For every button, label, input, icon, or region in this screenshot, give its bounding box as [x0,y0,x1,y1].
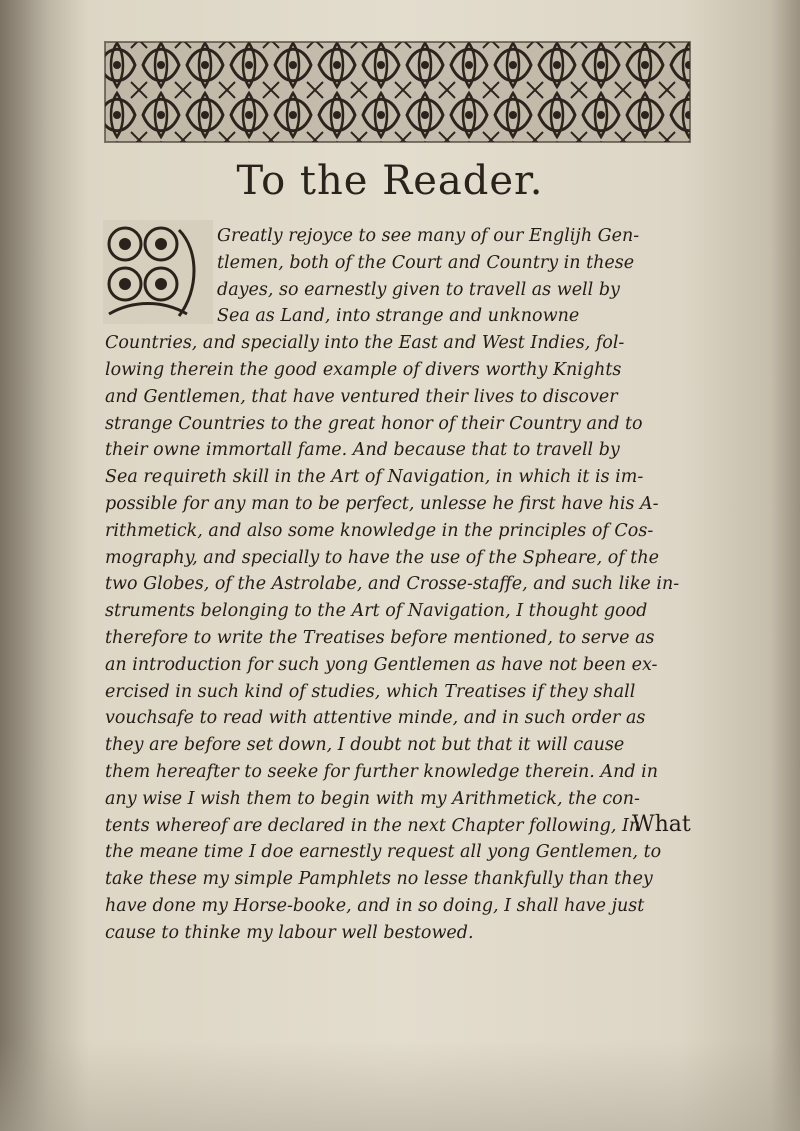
text-line: an introduction for such yong Gentlemen as have not been ex- [105,654,658,675]
page-bottom-shadow [0,1040,800,1131]
text-line: have done my Horse-booke, and in so doing, I shall have just [105,895,645,916]
text-line: the meane time I doe earnestly request all yong Gentlemen, to [105,842,662,863]
text-line: rithmetick, and also some knowledge in the principles of Cos- [105,520,654,541]
page-title: To the Reader. [236,158,544,204]
text-line: Countries, and specially into the East and West Indies, fol- [105,333,625,354]
text-line: possible for any man to be perfect, unlesse he first have his A- [105,493,659,514]
catchword: What [632,812,691,837]
text-line: their owne immortall fame. And because that to travell by [105,440,620,461]
ornamental-headpiece [95,40,700,150]
text-line: struments belonging to the Art of Navigation, I thought good [105,601,648,622]
text-line: two Globes, of the Astrolabe, and Crosse-staffe, and such like in- [105,574,680,595]
reader-address-text [105,223,705,947]
text-line: mography, and specially to have the use of the Spheare, of the [105,547,659,568]
text-line: dayes, so earnestly given to travell as well by [217,279,620,300]
text-line: them hereafter to seeke for further knowledge therein. And in [105,761,658,782]
text-line: ercised in such kind of studies, which Treatises if they shall [105,681,636,702]
binding-shadow [0,0,90,1131]
text-line: Sea as Land, into strange and unknowne [217,306,580,327]
text-line: Greatly rejoyce to see many of our Englijh Gen- [217,226,640,246]
text-line: lowing therein the good example of divers worthy Knights [105,359,622,380]
text-line: take these my simple Pamphlets no lesse thankfully than they [105,869,653,890]
text-line: cause to thinke my labour well bestowed. [105,922,474,943]
text-line: vouchsafe to read with attentive minde, and in such order as [105,708,646,729]
text-line: tents whereof are declared in the next Chapter following, In [105,815,641,836]
text-line: therefore to write the Treatises before mentioned, to serve as [105,627,655,648]
text-line: and Gentlemen, that have ventured their lives to discover [105,386,618,407]
text-line: strange Countries to the great honor of their Country and to [105,413,643,434]
page-edge-shadow [770,0,800,1131]
text-line: any wise I wish them to begin with my Arithmetick, the con- [105,788,640,809]
text-line: tlemen, both of the Court and Country in these [217,252,635,273]
text-line: Sea requireth skill in the Art of Navigation, in which it is im- [105,467,644,488]
text-line: they are before set down, I doubt not but that it will cause [105,735,625,756]
